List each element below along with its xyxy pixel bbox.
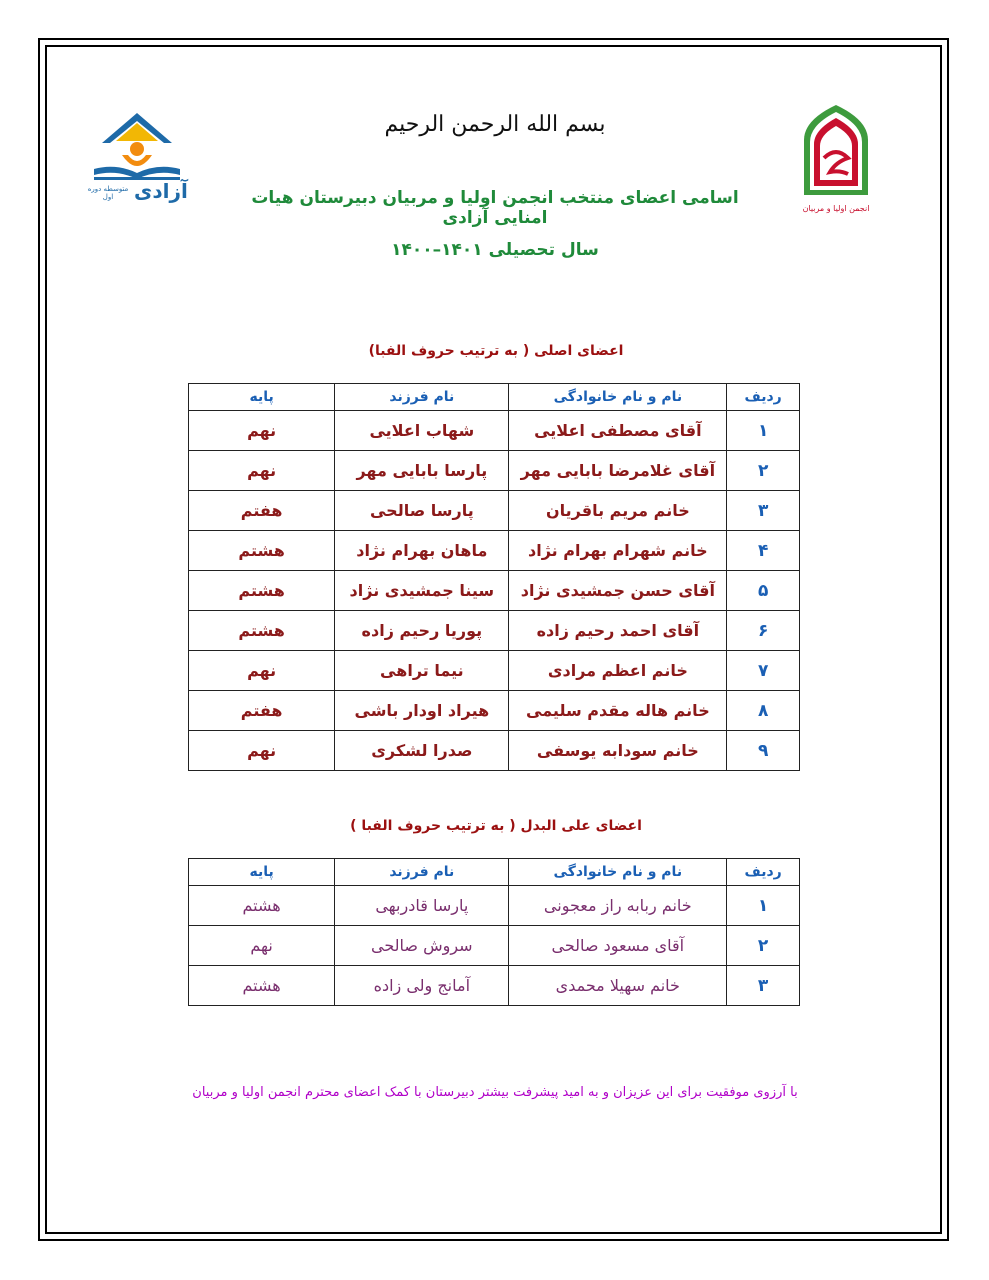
row-name: خانم ربابه راز معجونی (509, 886, 727, 926)
header-name: نام و نام خانوادگی (509, 859, 727, 886)
row-idx: ۲ (727, 926, 800, 966)
row-name: خانم سودابه یوسفی (509, 731, 727, 771)
row-name: خانم شهرام بهرام نژاد (509, 531, 727, 571)
row-idx: ۴ (727, 531, 800, 571)
row-child: نیما تراهی (335, 651, 509, 691)
row-grade: نهم (189, 926, 335, 966)
academic-year: سال تحصیلی ۱۴۰۱–۱۴۰۰ (391, 240, 599, 260)
main-members-table (188, 383, 800, 771)
row-idx: ۸ (727, 691, 800, 731)
school-logo-big-text: آزادی (134, 179, 188, 203)
parents-association-logo-icon (796, 100, 876, 220)
header-grade: پایه (189, 859, 335, 886)
alternate-members-title: اعضای علی البدل ( به ترتیب حروف الفبا ) (350, 818, 642, 834)
header-child: نام فرزند (335, 384, 509, 411)
row-grade: هشتم (189, 571, 335, 611)
alternate-members-table (188, 858, 800, 1006)
school-logo-icon (82, 105, 192, 215)
footer-note: با آرزوی موفقیت برای این عزیزان و به امید پیشرفت بیشتر دبیرستان با کمک اعضای محترم انجمن اولیا و مربیان (192, 1085, 798, 1100)
header-idx: ردیف (727, 859, 800, 886)
row-child: آمانج ولی زاده (335, 966, 509, 1006)
table-row (189, 731, 800, 771)
row-name: خانم اعظم مرادی (509, 651, 727, 691)
row-child: پوریا رحیم زاده (335, 611, 509, 651)
row-idx: ۶ (727, 611, 800, 651)
row-name: آقای حسن جمشیدی نژاد (509, 571, 727, 611)
row-child: پارسا بابایی مهر (335, 451, 509, 491)
row-name: آقای غلامرضا بابایی مهر (509, 451, 727, 491)
row-idx: ۹ (727, 731, 800, 771)
row-grade: هفتم (189, 691, 335, 731)
row-child: سروش صالحی (335, 926, 509, 966)
table-row (189, 531, 800, 571)
row-grade: نهم (189, 651, 335, 691)
row-grade: نهم (189, 451, 335, 491)
row-grade: نهم (189, 731, 335, 771)
row-name: خانم هاله مقدم سلیمی (509, 691, 727, 731)
row-grade: هشتم (189, 611, 335, 651)
row-idx: ۱ (727, 411, 800, 451)
main-members-title: اعضای اصلی ( به ترتیب حروف الفبا) (368, 343, 624, 359)
page-title: اسامی اعضای منتخب انجمن اولیا و مربیان دبیرستان هیات امنایی آزادی (251, 188, 739, 228)
row-name: آقای احمد رحیم زاده (509, 611, 727, 651)
school-logo-small-text: متوسطه دوره اول (87, 185, 129, 201)
row-name: آقای مسعود صالحی (509, 926, 727, 966)
table-row (189, 651, 800, 691)
table-row (189, 571, 800, 611)
row-idx: ۱ (727, 886, 800, 926)
row-grade: هشتم (189, 966, 335, 1006)
row-child: سینا جمشیدی نژاد (335, 571, 509, 611)
row-idx: ۳ (727, 491, 800, 531)
table-row (189, 966, 800, 1006)
table-row (189, 926, 800, 966)
row-child: هیراد اودار باشی (335, 691, 509, 731)
row-grade: نهم (189, 411, 335, 451)
header-idx: ردیف (727, 384, 800, 411)
bismillah-heading: بسم الله الرحمن الرحیم (384, 112, 606, 137)
parents-association-logo-text: انجمن اولیا و مربیان (802, 204, 870, 213)
table-row (189, 691, 800, 731)
row-idx: ۷ (727, 651, 800, 691)
row-child: شهاب اعلایی (335, 411, 509, 451)
row-idx: ۵ (727, 571, 800, 611)
row-name: خانم سهیلا محمدی (509, 966, 727, 1006)
row-grade: هفتم (189, 491, 335, 531)
row-grade: هشتم (189, 886, 335, 926)
row-child: ماهان بهرام نژاد (335, 531, 509, 571)
header-grade: پایه (189, 384, 335, 411)
table-row (189, 411, 800, 451)
row-child: پارسا قادربهی (335, 886, 509, 926)
row-idx: ۲ (727, 451, 800, 491)
row-child: پارسا صالحی (335, 491, 509, 531)
table-header-row (189, 384, 800, 411)
table-row (189, 451, 800, 491)
header-name: نام و نام خانوادگی (509, 384, 727, 411)
table-row (189, 886, 800, 926)
row-name: خانم مریم باقریان (509, 491, 727, 531)
row-name: آقای مصطفی اعلایی (509, 411, 727, 451)
row-grade: هشتم (189, 531, 335, 571)
header-child: نام فرزند (335, 859, 509, 886)
table-row (189, 611, 800, 651)
row-idx: ۳ (727, 966, 800, 1006)
row-child: صدرا لشکری (335, 731, 509, 771)
table-row (189, 491, 800, 531)
table-header-row (189, 859, 800, 886)
